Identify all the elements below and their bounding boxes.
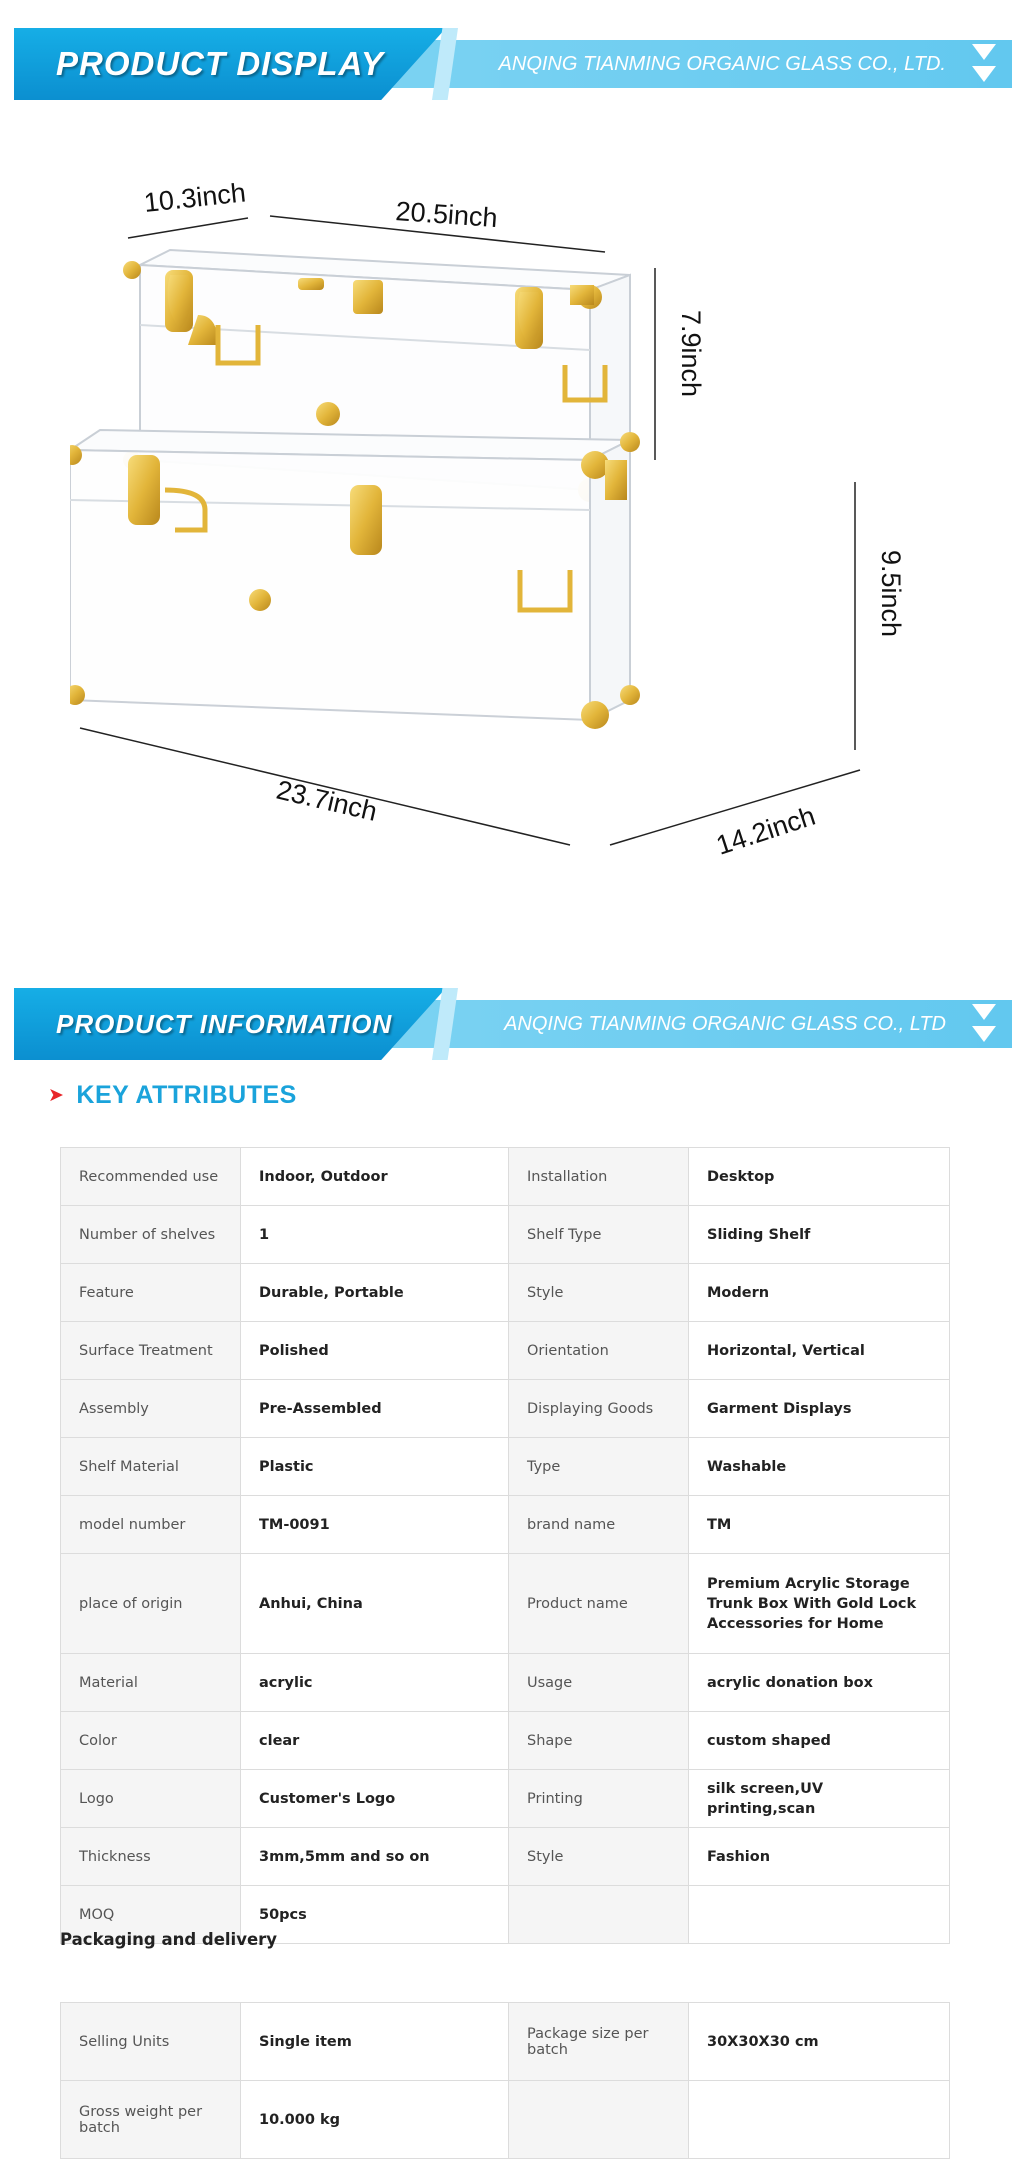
attribute-value: silk screen,UV printing,scan bbox=[689, 1770, 950, 1828]
attribute-value: Garment Displays bbox=[689, 1380, 950, 1438]
attribute-value: clear bbox=[241, 1712, 509, 1770]
attribute-label: Shelf Material bbox=[61, 1438, 241, 1496]
attribute-label: Usage bbox=[509, 1654, 689, 1712]
table-row bbox=[61, 1654, 950, 1712]
attribute-value: acrylic donation box bbox=[689, 1654, 950, 1712]
attribute-label bbox=[509, 1886, 689, 1944]
attribute-value: Fashion bbox=[689, 1828, 950, 1886]
attribute-label: Recommended use bbox=[61, 1148, 241, 1206]
attribute-value: Washable bbox=[689, 1438, 950, 1496]
attribute-label: Orientation bbox=[509, 1322, 689, 1380]
attribute-label: Surface Treatment bbox=[61, 1322, 241, 1380]
attribute-label: Logo bbox=[61, 1770, 241, 1828]
company-name: ANQING TIANMING ORGANIC GLASS CO., LTD. bbox=[498, 53, 946, 75]
attribute-label: Thickness bbox=[61, 1828, 241, 1886]
attribute-label: Installation bbox=[509, 1148, 689, 1206]
attribute-value: Pre-Assembled bbox=[241, 1380, 509, 1438]
attribute-label: Shelf Type bbox=[509, 1206, 689, 1264]
key-attributes-table bbox=[60, 1147, 950, 1944]
attribute-label: Assembly bbox=[61, 1380, 241, 1438]
table-row bbox=[61, 1712, 950, 1770]
key-attributes-heading bbox=[48, 1078, 297, 1112]
attribute-label: Selling Units bbox=[61, 2003, 241, 2081]
table-row bbox=[61, 1554, 950, 1654]
attribute-value: TM-0091 bbox=[241, 1496, 509, 1554]
attribute-label: Material bbox=[61, 1654, 241, 1712]
table-row bbox=[61, 2081, 950, 2159]
product-display-banner bbox=[14, 28, 1012, 100]
attribute-value: 30X30X30 cm bbox=[689, 2003, 950, 2081]
attribute-value: Premium Acrylic Storage Trunk Box With Gold Lock Accessories for Home bbox=[689, 1554, 950, 1654]
attribute-value: custom shaped bbox=[689, 1712, 950, 1770]
key-attributes-title: KEY ATTRIBUTES bbox=[76, 1081, 297, 1109]
banner-title: PRODUCT DISPLAY bbox=[56, 45, 384, 82]
dim-top-height: 7.9inch bbox=[676, 310, 706, 398]
table-row bbox=[61, 1828, 950, 1886]
attribute-label: Type bbox=[509, 1438, 689, 1496]
attribute-label: brand name bbox=[509, 1496, 689, 1554]
attribute-value: acrylic bbox=[241, 1654, 509, 1712]
dim-top-width: 20.5inch bbox=[394, 196, 499, 234]
attribute-value: 1 bbox=[241, 1206, 509, 1264]
table-row bbox=[61, 1322, 950, 1380]
banner-title: PRODUCT INFORMATION bbox=[56, 1009, 393, 1039]
attribute-label: Number of shelves bbox=[61, 1206, 241, 1264]
table-row bbox=[61, 1496, 950, 1554]
dim-bottom-width: 23.7inch bbox=[273, 774, 380, 827]
table-row bbox=[61, 2003, 950, 2081]
attribute-value: Durable, Portable bbox=[241, 1264, 509, 1322]
attribute-value: Desktop bbox=[689, 1148, 950, 1206]
attribute-value: Indoor, Outdoor bbox=[241, 1148, 509, 1206]
attribute-label: Color bbox=[61, 1712, 241, 1770]
attribute-label: Feature bbox=[61, 1264, 241, 1322]
dim-bottom-height: 9.5inch bbox=[876, 550, 906, 638]
attribute-label: Package size per batch bbox=[509, 2003, 689, 2081]
company-name: ANQING TIANMING ORGANIC GLASS CO., LTD bbox=[504, 1013, 946, 1035]
attribute-value: 10.000 kg bbox=[241, 2081, 509, 2159]
attribute-label: Product name bbox=[509, 1554, 689, 1654]
attribute-label: Style bbox=[509, 1264, 689, 1322]
attribute-value bbox=[689, 2081, 950, 2159]
dim-top-depth: 10.3inch bbox=[142, 177, 248, 218]
attribute-label: Displaying Goods bbox=[509, 1380, 689, 1438]
attribute-label: Gross weight per batch bbox=[61, 2081, 241, 2159]
table-row bbox=[61, 1770, 950, 1828]
attribute-label: Style bbox=[509, 1828, 689, 1886]
double-chevron-down-icon bbox=[970, 42, 998, 86]
attribute-value: Sliding Shelf bbox=[689, 1206, 950, 1264]
attribute-value: 3mm,5mm and so on bbox=[241, 1828, 509, 1886]
attribute-value: 50pcs bbox=[241, 1886, 509, 1944]
attribute-value: Customer's Logo bbox=[241, 1770, 509, 1828]
double-chevron-down-icon bbox=[970, 1002, 998, 1046]
attribute-value: Single item bbox=[241, 2003, 509, 2081]
table-row bbox=[61, 1148, 950, 1206]
attribute-label: MOQ bbox=[61, 1886, 241, 1944]
dim-bottom-depth: 14.2inch bbox=[712, 800, 819, 861]
attribute-label: model number bbox=[61, 1496, 241, 1554]
attribute-label bbox=[509, 2081, 689, 2159]
attribute-value: Plastic bbox=[241, 1438, 509, 1496]
attribute-value: Horizontal, Vertical bbox=[689, 1322, 950, 1380]
attribute-label: place of origin bbox=[61, 1554, 241, 1654]
attribute-value bbox=[689, 1886, 950, 1944]
table-row bbox=[61, 1438, 950, 1496]
attribute-value: TM bbox=[689, 1496, 950, 1554]
attribute-value: Modern bbox=[689, 1264, 950, 1322]
attribute-label: Shape bbox=[509, 1712, 689, 1770]
attribute-value: Polished bbox=[241, 1322, 509, 1380]
packaging-table bbox=[60, 2002, 950, 2159]
attribute-value: Anhui, China bbox=[241, 1554, 509, 1654]
attribute-label: Printing bbox=[509, 1770, 689, 1828]
table-row bbox=[61, 1264, 950, 1322]
table-row bbox=[61, 1380, 950, 1438]
product-image bbox=[70, 160, 950, 880]
packaging-heading: Packaging and delivery bbox=[60, 1930, 278, 1949]
table-row bbox=[61, 1206, 950, 1264]
product-information-banner bbox=[14, 988, 1012, 1060]
arrow-right-icon: ➤ bbox=[48, 1085, 65, 1106]
